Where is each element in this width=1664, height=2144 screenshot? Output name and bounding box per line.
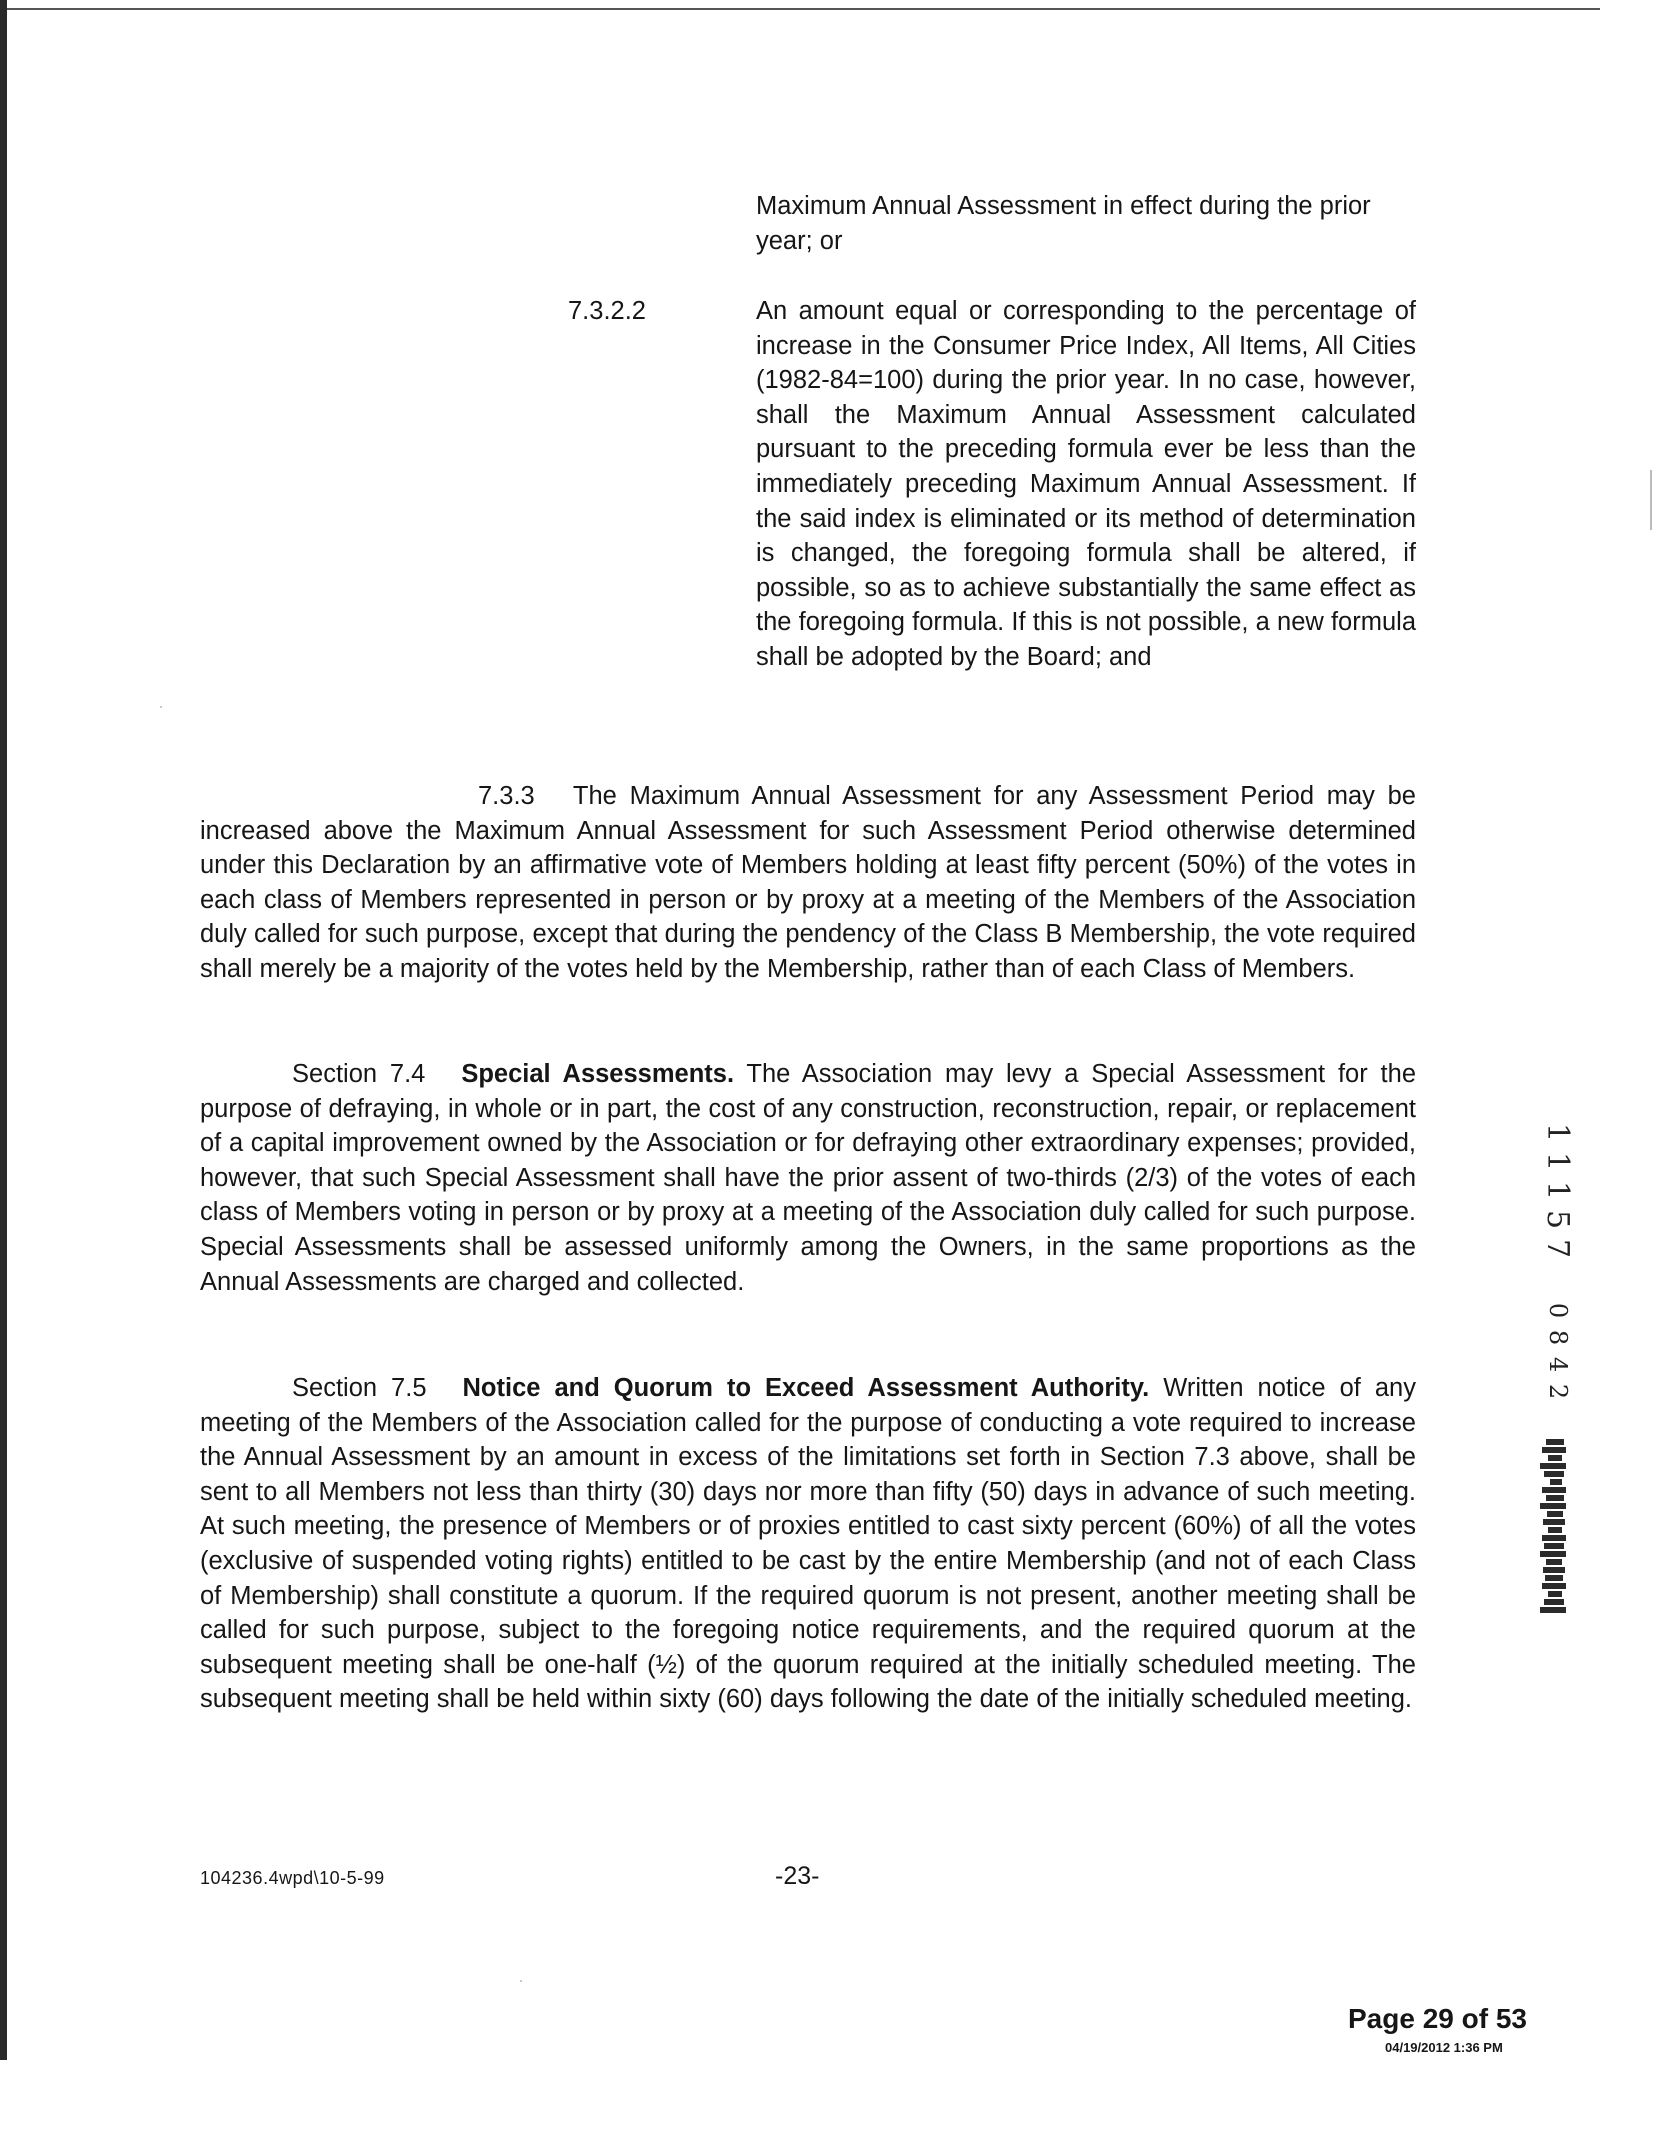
top-border-line — [0, 8, 1600, 10]
recording-digit: 5 — [1540, 1209, 1576, 1230]
paragraph-intro: Maximum Annual Assessment in effect during the prior year; or — [756, 192, 1371, 255]
recording-datetime: 04/19/2012 1:36 PM — [1385, 2040, 1503, 2055]
section-75-label: Section 7.5 — [292, 1374, 427, 1402]
recording-digit: 1 — [1540, 1122, 1576, 1143]
section-75-text: Written notice of any meeting of the Members of the Association called for the purpose of conducting a vote required to increase the Annual Assessment by an amount in excess of the limitations set forth in Section 7.3 above, shall be sent to all Members not less than thirty (30) days nor more than fifty (50) days in advance of such meeting. At such meeting, the presence of Members or of proxies entitled to cast sixty percent (60%) of all the votes (exclusive of suspended voting rights) entitled to be cast by the entire Membership (and not of each Class of Membership) shall constitute a quorum. If the required quorum is not present, another meeting shall be called for such purpose, subject to the foregoing notice requirements, and the required quorum at the subsequent meeting shall be one-half (½) of the quorum required at the initially scheduled meeting. The subsequent meeting shall be held within sixty (60) days following the date of the initially scheduled meeting. — [200, 1374, 1416, 1714]
recording-digit: 2 — [1544, 1383, 1573, 1400]
section-733-text: The Maximum Annual Assessment for any Assessment Period may be increased above the Maximum Annual Assessment for such Assessment Period otherwise determined under this Declaration by an affirmative vote of Members holding at least fifty percent (50%) of the votes in each class of Members represented in person or by proxy at a meeting of the Members of the Association duly called for such purpose, except that during the pendency of the Class B Membership, the vote required shall merely be a majority of the votes held by the Membership, rather than of each Class of Members. — [200, 782, 1416, 983]
recording-digit: 7 — [1540, 1238, 1576, 1259]
recording-digit: 8 — [1544, 1329, 1573, 1346]
scan-speck — [1650, 470, 1652, 530]
scan-speck — [160, 706, 162, 708]
page-of-total: Page 29 of 53 — [1348, 2003, 1527, 2034]
paragraph-section-75 — [200, 1371, 1416, 1717]
recording-digit: 4 — [1544, 1356, 1573, 1373]
scan-left-edge — [0, 0, 7, 2060]
paragraph-733 — [200, 779, 1416, 987]
section-74-heading: Special Assessments. — [461, 1060, 735, 1088]
section-74-label: Section 7.4 — [292, 1060, 426, 1088]
recording-stamp-vertical — [1538, 1118, 1578, 1615]
recording-digit: 1 — [1540, 1151, 1576, 1172]
paragraph-section-74 — [200, 1057, 1416, 1299]
section-number-733: 7.3.3 — [478, 782, 535, 810]
section-number-7322: 7.3.2.2 — [568, 297, 646, 325]
recording-digit: 1 — [1540, 1180, 1576, 1201]
recording-number-group-1 — [1538, 1118, 1578, 1263]
stamp-barcode — [1538, 1439, 1572, 1613]
document-code: 104236.4wpd\10-5-99 — [200, 1868, 385, 1888]
scan-speck — [520, 1980, 522, 1982]
paragraph-7322: An amount equal or corresponding to the percentage of increase in the Consumer Price Index, All Items, All Cities (1982-84=100) during the prior year. In no case, however, shall the Maximum Annual Assessment calculated pursuant to the preceding formula ever be less than the immediately preceding Maximum Annual Assessment. If the said index is eliminated or its method of determination is changed, the foregoing formula shall be altered, if possible, so as to achieve substantially the same effect as the foregoing formula. If this is not possible, a new formula shall be adopted by the Board; and — [756, 297, 1416, 671]
recording-number-group-2 — [1538, 1297, 1578, 1405]
recording-digit: 0 — [1544, 1302, 1573, 1319]
section-75-heading: Notice and Quorum to Exceed Assessment Authority. — [462, 1374, 1150, 1402]
section-74-text: The Association may levy a Special Assessment for the purpose of defraying, in whole or in part, the cost of any construction, reconstruction, repair, or replacement of a capital improvement owned by the Association or for defraying other extraordinary expenses; provided, however, that such Special Assessment shall have the prior assent of two-thirds (2/3) of the votes of each class of Members voting in person or by proxy at a meeting of the Association duly called for such purpose. Special Assessments shall be assessed uniformly among the Owners, in the same proportions as the Annual Assessments are charged and collected. — [200, 1060, 1417, 1296]
page-number: -23- — [775, 1862, 820, 1890]
